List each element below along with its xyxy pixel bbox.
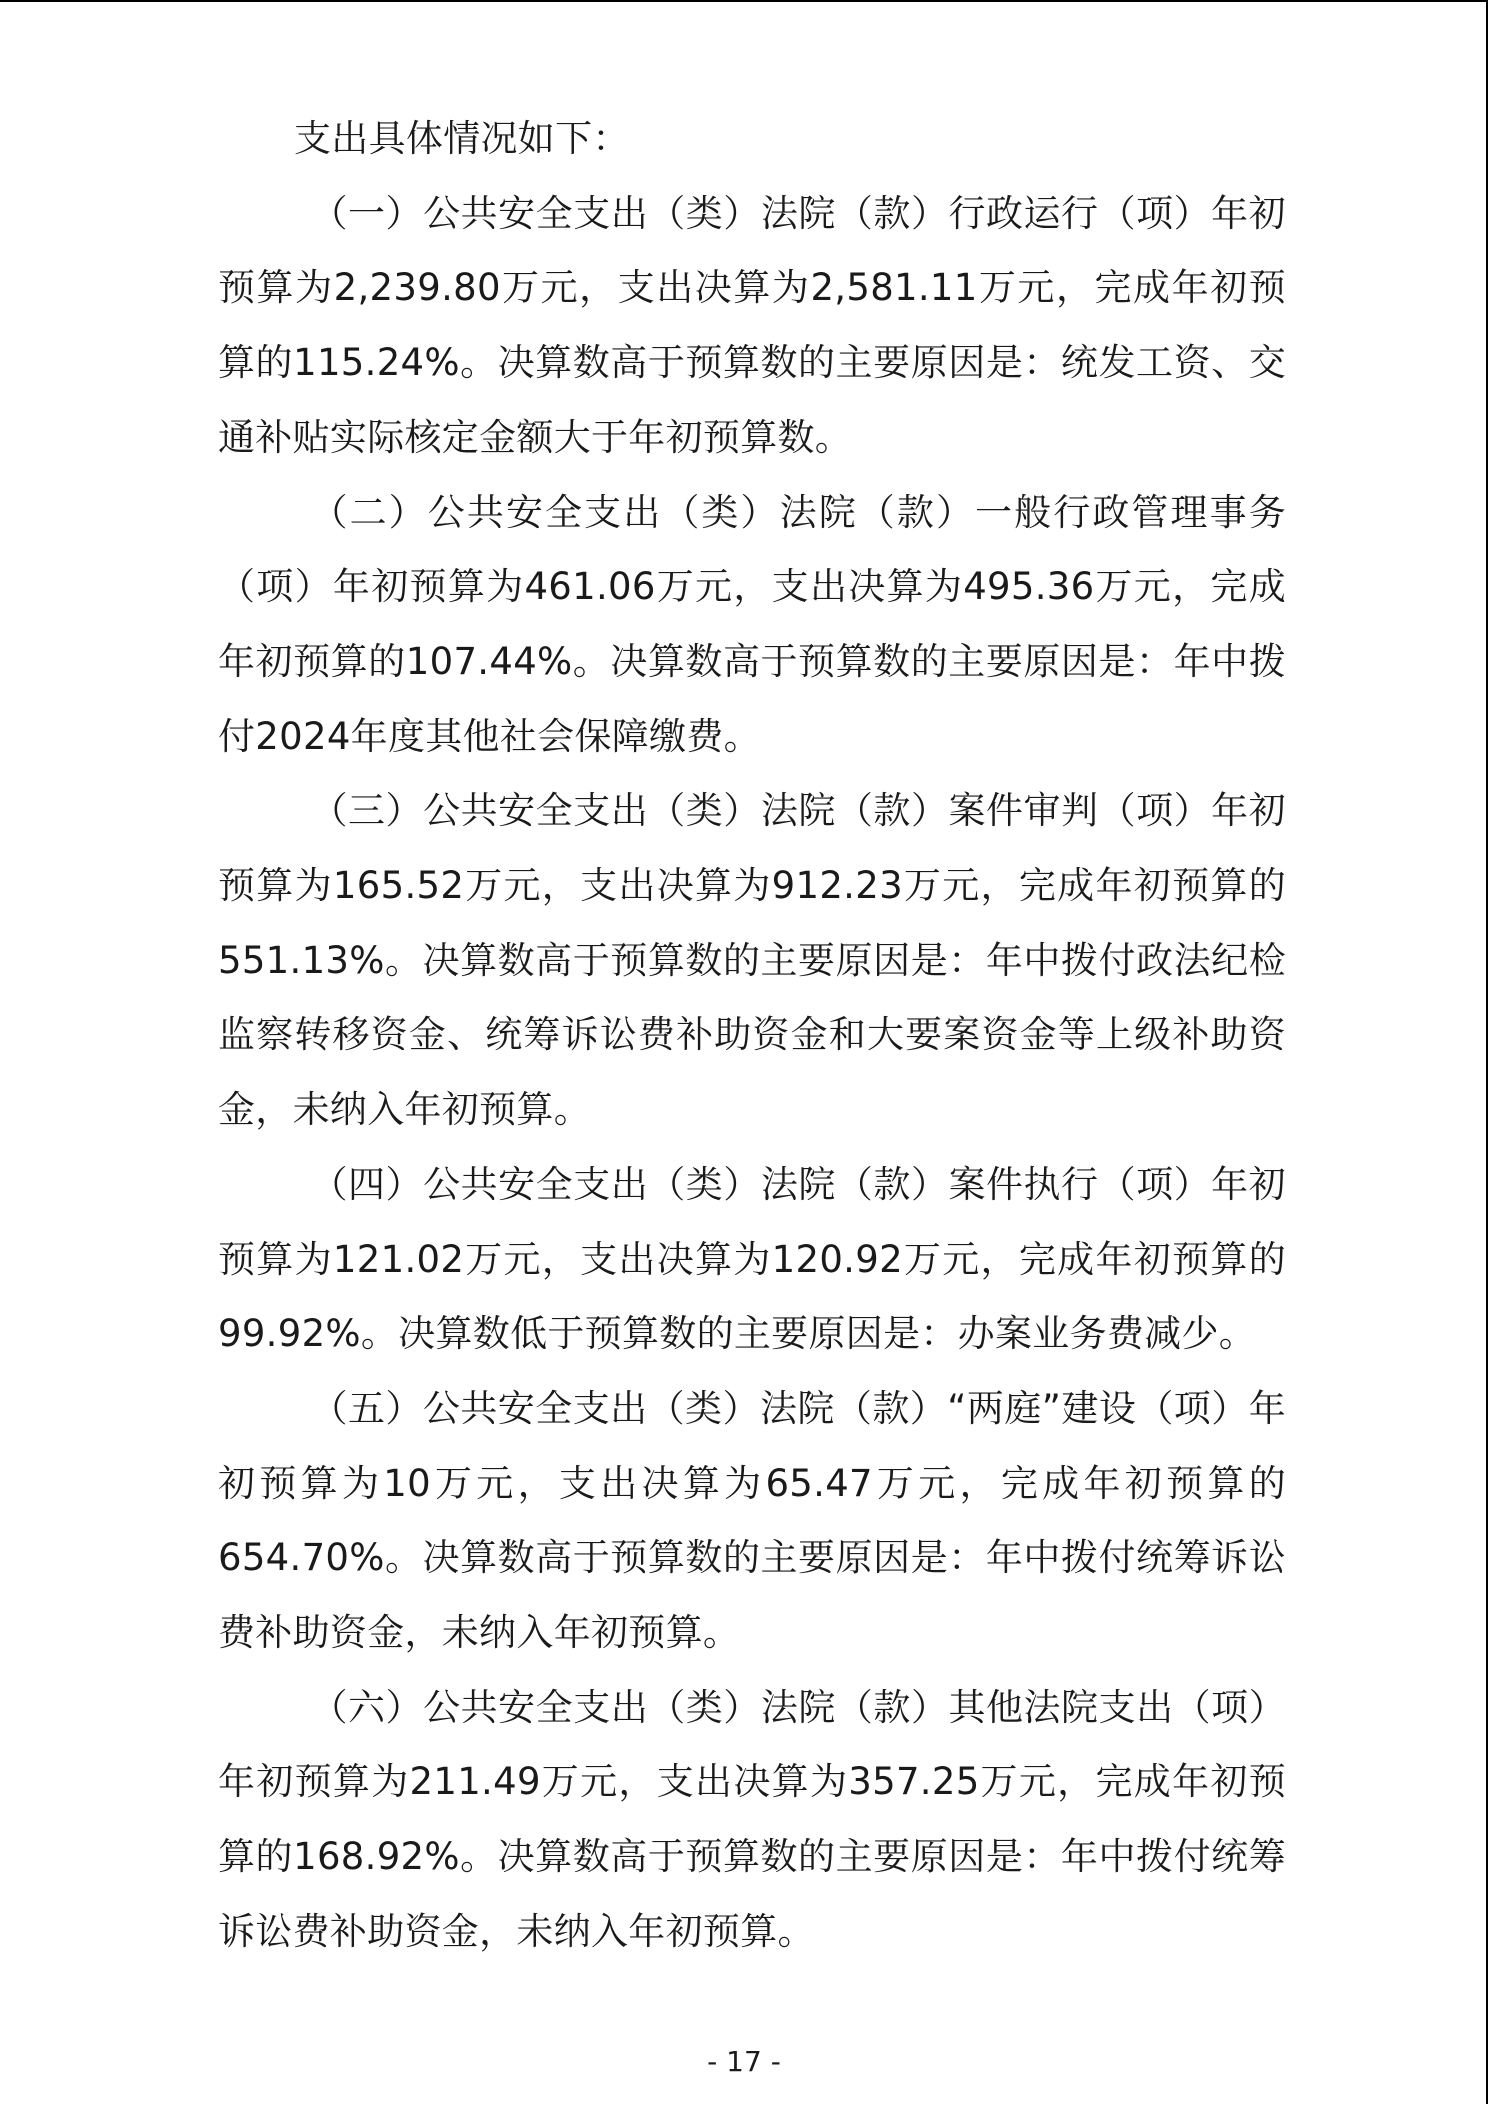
intro-paragraph: 支出具体情况如下：: [294, 117, 630, 160]
page-number: - 17 -: [707, 2045, 781, 2078]
expense-paragraph-3: （三）公共安全支出（类）法院（款）案件审判（项）年初预算为165.52万元，支出决算为912.23万元，完成年初预算的551.13%。决算数高于预算数的主要原因是：年中拨付政法纪检监察转移资金、统筹诉讼费补助资金和大要案资金等上级补助资金，未纳入年初预算。: [218, 789, 1286, 1132]
body-text: [218, 102, 1286, 1970]
expense-paragraph-2: （二）公共安全支出（类）法院（款）一般行政管理事务（项）年初预算为461.06万元，支出决算为495.36万元，完成年初预算的107.44%。决算数高于预算数的主要原因是：年中拨付2024年度其他社会保障缴费。: [218, 490, 1286, 758]
expense-paragraph-1: （一）公共安全支出（类）法院（款）行政运行（项）年初预算为2,239.80万元，支出决算为2,581.11万元，完成年初预算的115.24%。决算数高于预算数的主要原因是：统发工资、交通补贴实际核定金额大于年初预算数。: [218, 191, 1286, 459]
expense-paragraph-4: （四）公共安全支出（类）法院（款）案件执行（项）年初预算为121.02万元，支出决算为120.92万元，完成年初预算的99.92%。决算数低于预算数的主要原因是：办案业务费减少。: [218, 1162, 1286, 1356]
expense-paragraph-6: （六）公共安全支出（类）法院（款）其他法院支出（项）年初预算为211.49万元，支出决算为357.25万元，完成年初预算的168.92%。决算数高于预算数的主要原因是：年中拨付统筹诉讼费补助资金，未纳入年初预算。: [218, 1685, 1286, 1953]
expense-paragraph-5: （五）公共安全支出（类）法院（款）“两庭”建设（项）年初预算为10万元，支出决算为65.47万元，完成年初预算的654.70%。决算数高于预算数的主要原因是：年中拨付统筹诉讼费补助资金，未纳入年初预算。: [218, 1386, 1286, 1655]
